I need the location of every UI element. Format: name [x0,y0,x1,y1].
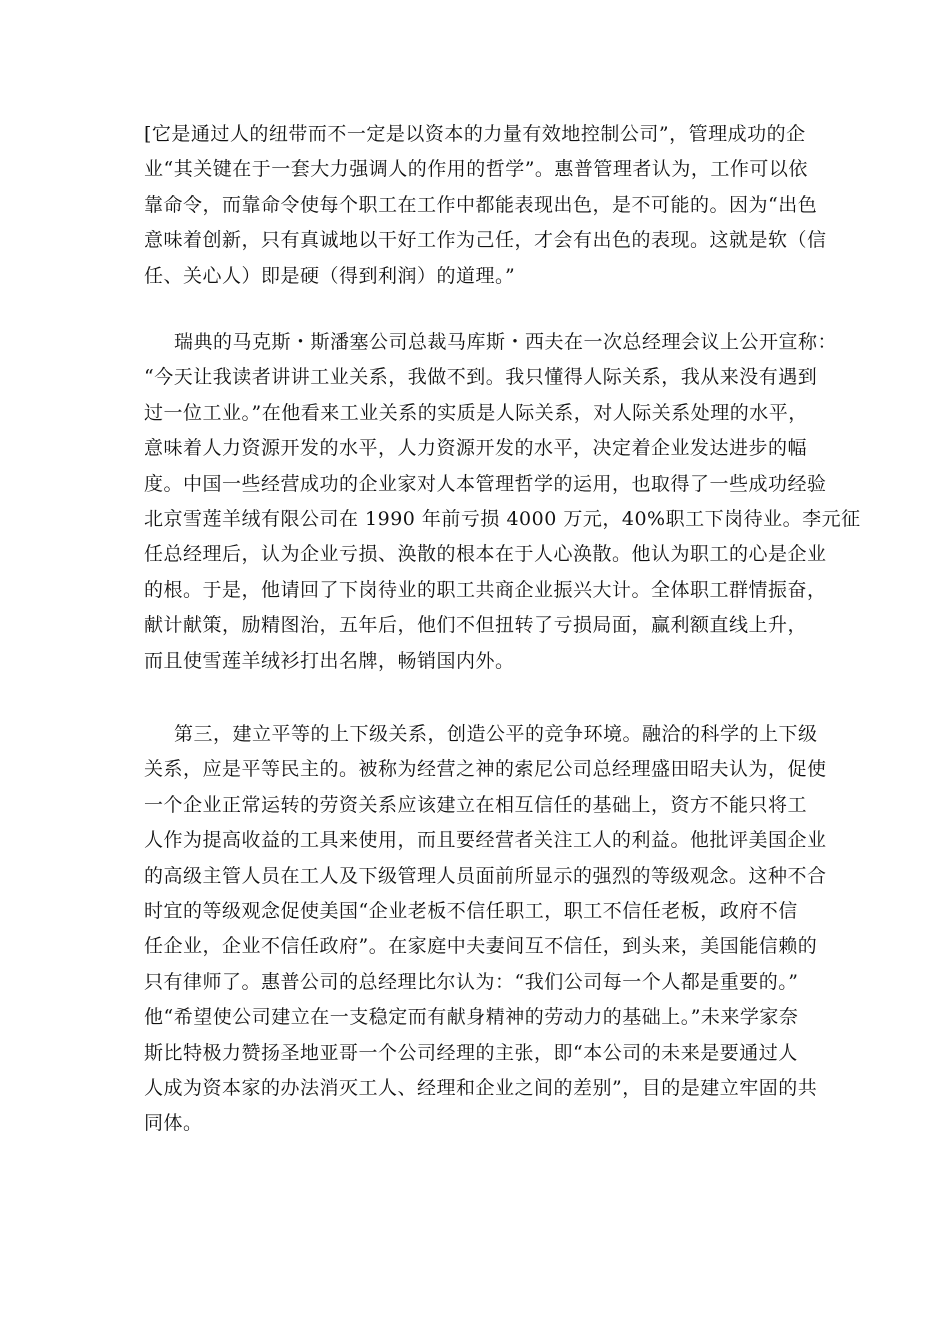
text-line: 业“其关键在于一套大力强调人的作用的哲学”。惠普管理者认为，工作可以依 [144,158,808,181]
text-line: 度。中国一些经营成功的企业家对人本管理哲学的运用，也取得了一些成功经验 [144,472,827,495]
text-line: 一个企业正常运转的劳资关系应该建立在相互信任的基础上，资方不能只将工 [144,793,808,816]
text-line: 关系，应是平等民主的。被称为经营之神的索尼公司总经理盛田昭夫认为，促使 [144,758,827,781]
text-line: 的高级主管人员在工人及下级管理人员面前所显示的强烈的等级观念。这种不合 [144,864,827,887]
text-line: 任、关心人）即是硬（得到利润）的道理。” [144,264,516,287]
text-line: 任总经理后，认为企业亏损、涣散的根本在于人心涣散。他认为职工的心是企业 [144,543,827,566]
text-line: 他“希望使公司建立在一支稳定而有献身精神的劳动力的基础上。”未来学家奈 [144,1006,799,1029]
text-line: 斯比特极力赞扬圣地亚哥一个公司经理的主张，即“本公司的未来是要通过人 [144,1041,798,1064]
text-line: [它是通过人的纽带而不一定是以资本的力量有效地控制公司”，管理成功的企 [144,123,806,145]
text-line: 时宜的等级观念促使美国“企业老板不信任职工，职工不信任老板，政府不信 [144,899,798,922]
text-line: 意味着创新，只有真诚地以干好工作为己任，才会有出色的表现。这就是软（信 [144,229,827,252]
text-line: 同体。 [144,1112,203,1135]
text-line: “今天让我读者讲讲工业关系，我做不到。我只懂得人际关系，我从来没有遇到 [144,366,818,389]
text-line: 北京雪莲羊绒有限公司在 1990 年前亏损 4000 万元，40%职工下岗待业。李元征 [144,507,861,530]
text-line: 意味着人力资源开发的水平，人力资源开发的水平，决定着企业发达进步的幅 [144,437,808,460]
text-line: 瑞典的马克斯・斯潘塞公司总裁马库斯・西夫在一次总经理会议上公开宣称： [174,331,838,353]
text-line: 献计献策，励精图治，五年后，他们不但扭转了亏损局面，赢利额直线上升， [144,614,808,637]
text-line: 任企业，企业不信任政府”。在家庭中夫妻间互不信任，到头来，美国能信赖的 [144,935,818,958]
text-line: 过一位工业。”在他看来工业关系的实质是人际关系，对人际关系处理的水平， [144,401,808,424]
paragraph-3 [144,717,827,1142]
paragraph-1 [144,117,827,294]
text-line: 而且使雪莲羊绒衫打出名牌，畅销国内外。 [144,649,515,672]
text-line: 人作为提高收益的工具来使用，而且要经营者关注工人的利益。他批评美国企业 [144,829,827,852]
paragraph-2 [144,325,861,679]
text-line: 人成为资本家的办法消灭工人、经理和企业之间的差别”，目的是建立牢固的共 [144,1076,818,1099]
text-line: 只有律师了。惠普公司的总经理比尔认为：“我们公司每一个人都是重要的。” [144,970,799,993]
text-line: 第三，建立平等的上下级关系，创造公平的竞争环境。融洽的科学的上下级 [174,723,818,745]
text-line: 的根。于是，他请回了下岗待业的职工共商企业振兴大计。全体职工群情振奋， [144,578,827,601]
text-line: 靠命令，而靠命令使每个职工在工作中都能表现出色，是不可能的。因为“出色 [144,193,818,216]
